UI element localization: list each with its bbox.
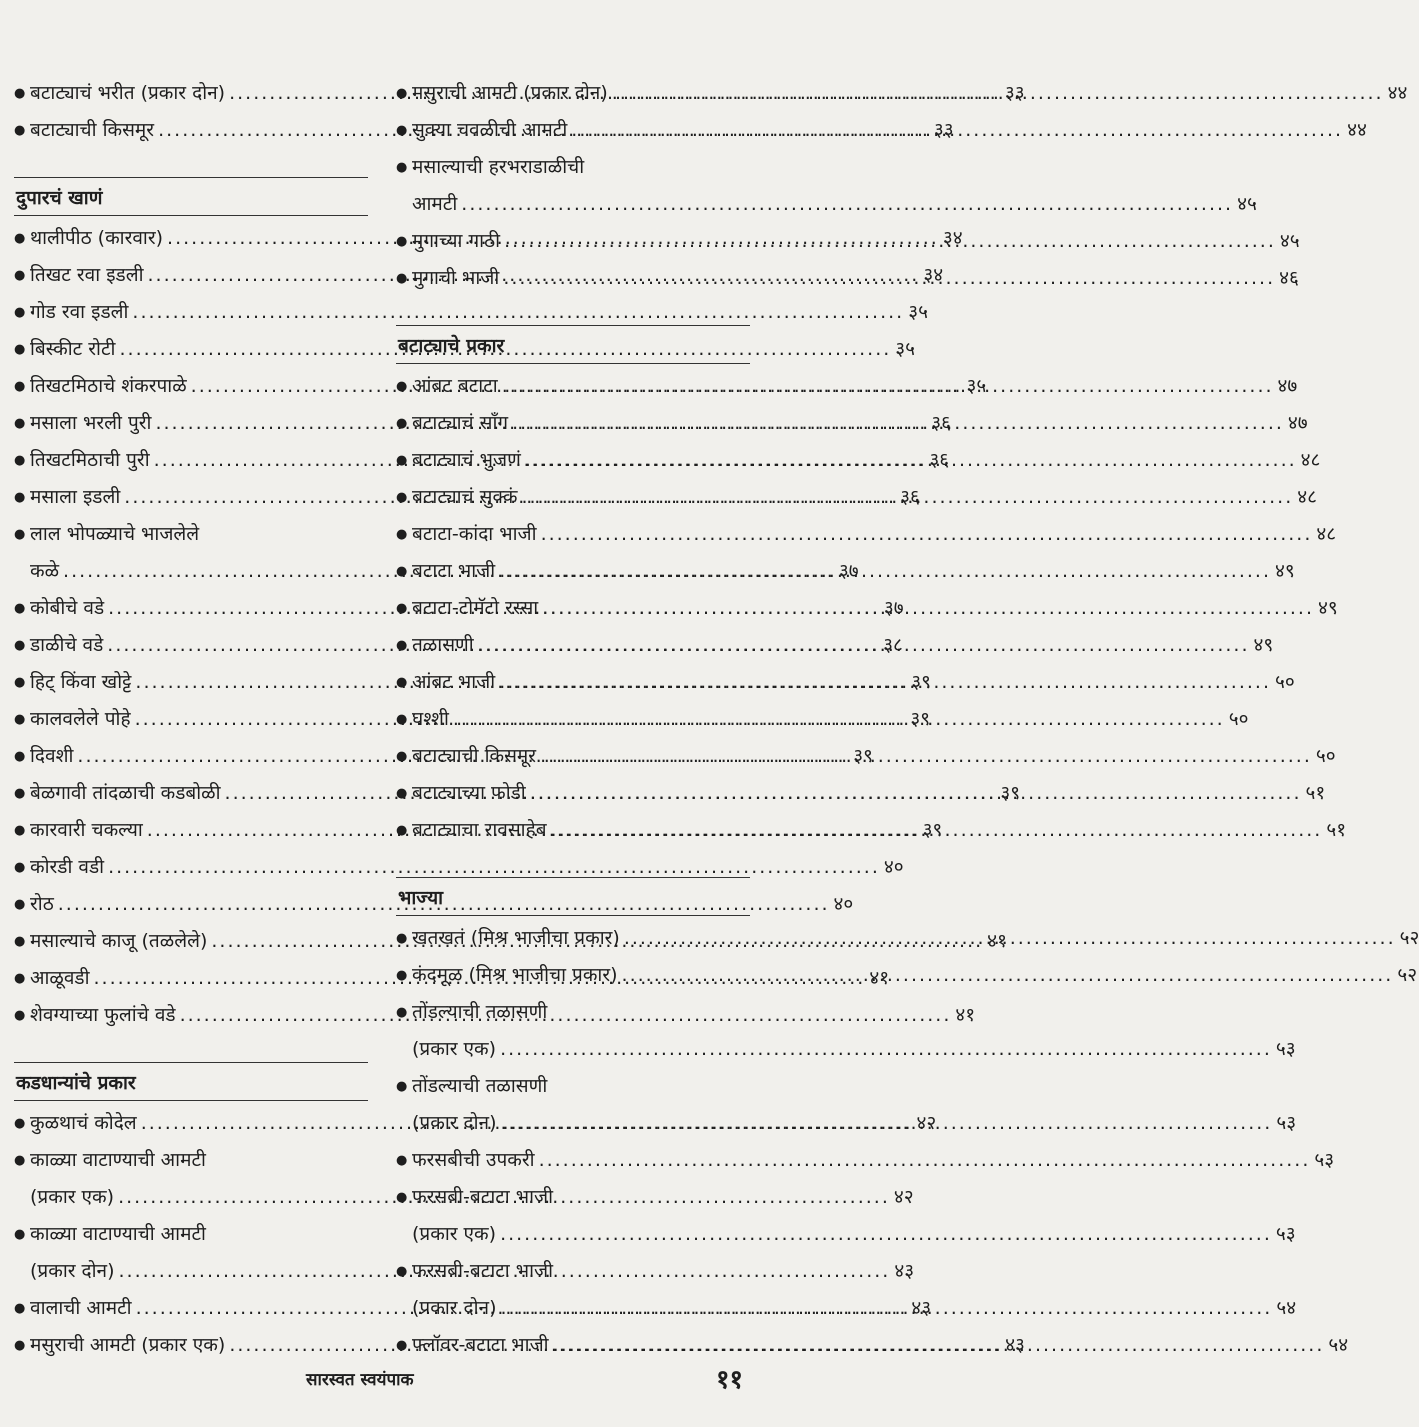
entry-page-number: ३६	[900, 486, 920, 508]
entry-text	[412, 405, 1308, 442]
bullet-icon: ●	[396, 931, 408, 946]
dot-leader	[453, 701, 1225, 738]
entry-page-number: ४९	[1274, 560, 1295, 582]
entry-line	[412, 442, 1320, 479]
entry-line	[412, 112, 1367, 149]
entry-page-number: ५२	[1399, 927, 1419, 949]
entry-title: तिखटमिठाची पुरी	[30, 449, 150, 471]
entry-line	[412, 405, 1308, 442]
entry-title: मसाल्याची हरभराडाळीची	[412, 156, 585, 178]
entry-page-number: ५२	[1397, 964, 1418, 986]
toc-entry	[14, 849, 904, 886]
bullet-icon: ●	[396, 1190, 408, 1205]
entry-title: बटाटा-कांदा भाजी	[412, 523, 537, 545]
entry-text	[412, 149, 1257, 223]
entry-text	[412, 812, 1346, 849]
entry-title: काळ्या वाटाण्याची आमटी	[30, 1223, 206, 1245]
entry-page-number: ४५	[1237, 193, 1257, 215]
entry-text	[412, 516, 1336, 553]
entry-page-number: ५३	[1275, 1223, 1296, 1245]
bullet-icon: ●	[14, 342, 26, 357]
bullet-icon: ●	[14, 453, 26, 468]
bullet-icon: ●	[14, 897, 26, 912]
bullet-icon: ●	[14, 1153, 26, 1168]
entry-page-number: ३३	[933, 119, 954, 141]
bullet-icon: ●	[14, 1008, 26, 1023]
entry-page-number: ४०	[833, 893, 854, 915]
entry-page-number: ३६	[931, 412, 951, 434]
entry-title: मसाला इडली	[30, 486, 121, 508]
toc-entry	[396, 516, 1337, 553]
entry-page-number: ४९	[1318, 597, 1338, 619]
entry-text	[412, 260, 1299, 297]
entry-line	[412, 627, 1273, 664]
bullet-icon: ●	[396, 527, 408, 542]
book-title-footer: सारस्वत स्वयंपाक	[306, 1370, 414, 1390]
bullet-icon: ●	[14, 490, 26, 505]
dot-leader	[539, 1142, 1311, 1179]
entry-page-number: ५१	[1326, 819, 1347, 841]
bullet-icon: ●	[14, 123, 26, 138]
entry-page-number: ४१	[869, 967, 890, 989]
entry-line	[412, 957, 1417, 994]
bullet-icon: ●	[396, 123, 408, 138]
entry-title: कुळथाचं कोदेल	[30, 1112, 137, 1134]
entry-title-continued: (प्रकार एक)	[412, 1223, 497, 1245]
entry-line	[412, 1216, 1296, 1253]
bullet-icon: ●	[396, 234, 408, 249]
bullet-icon: ●	[396, 601, 408, 616]
dot-leader	[503, 260, 1275, 297]
entry-title: आंबट भाजी	[412, 671, 496, 693]
bullet-icon: ●	[14, 712, 26, 727]
entry-text	[412, 590, 1338, 627]
bullet-icon: ●	[14, 416, 26, 431]
entry-title: तोंडल्याची तळासणी	[412, 1001, 548, 1023]
dot-leader	[500, 1216, 1272, 1253]
entry-page-number: ४७	[1287, 412, 1308, 434]
entry-title: शेवग्याच्या फुलांचे वडे	[30, 1004, 176, 1026]
entry-page-number: ३९	[910, 708, 931, 730]
entry-page-number: ५०	[1274, 671, 1295, 693]
entry-line	[412, 920, 1419, 957]
dot-leader	[501, 1105, 1273, 1142]
entry-title: फ्लॉवर-बटाटा भाजी	[412, 1334, 549, 1356]
entry-text	[412, 442, 1320, 479]
entry-page-number: ३५	[966, 375, 987, 397]
toc-entry	[14, 294, 928, 331]
entry-title: खतखतं (मिश्र भाजीचा प्रकार)	[412, 927, 620, 949]
entry-page-number: ४३	[894, 1260, 915, 1282]
page-number: ११	[716, 1365, 744, 1395]
bullet-icon: ●	[396, 1338, 408, 1353]
dot-leader	[622, 957, 1394, 994]
dot-leader	[499, 664, 1271, 701]
dot-leader	[502, 368, 1274, 405]
entry-line	[412, 1105, 1296, 1142]
entry-title-continued: कळे	[30, 560, 60, 582]
dot-leader	[461, 186, 1233, 223]
entry-text	[412, 1179, 1296, 1253]
section-heading: भाज्या	[396, 877, 750, 916]
entry-line	[412, 738, 1336, 775]
entry-text	[412, 664, 1295, 701]
bullet-icon: ●	[14, 268, 26, 283]
bullet-icon: ●	[14, 786, 26, 801]
entry-page-number: ४२	[916, 1112, 937, 1134]
entry-title: फरसबी-बटाटा भाजी	[412, 1260, 554, 1282]
entry-title: तिखटमिठाचे शंकरपाळे	[30, 375, 187, 397]
entry-title: काळ्या वाटाण्याची आमटी	[30, 1149, 206, 1171]
bullet-icon: ●	[14, 86, 26, 101]
entry-title: मुगाच्या गाठी	[412, 230, 501, 252]
bullet-icon: ●	[14, 379, 26, 394]
entry-line	[412, 223, 1300, 260]
entry-text	[412, 112, 1367, 149]
dot-leader	[624, 920, 1396, 957]
entry-title-continued: (प्रकार दोन)	[412, 1112, 497, 1134]
entry-page-number: ३४	[923, 264, 944, 286]
entry-line	[412, 590, 1338, 627]
bullet-icon: ●	[14, 231, 26, 246]
entry-title: कोबीचे वडे	[30, 597, 105, 619]
entry-title: मसुराची आमटी (प्रकार एक)	[30, 1334, 226, 1356]
entry-page-number: ३९	[911, 671, 931, 693]
bullet-icon: ●	[396, 749, 408, 764]
entry-title: बिस्कीट रोटी	[30, 338, 116, 360]
entry-title: गोड रवा इडली	[30, 301, 129, 323]
entry-title: रोठ	[30, 893, 54, 915]
entry-title: बटाट्याचं भरीत (प्रकार दोन)	[30, 82, 226, 104]
dot-leader	[499, 553, 1271, 590]
entry-text	[412, 1068, 1296, 1142]
toc-entry	[396, 1142, 1335, 1179]
toc-entry	[396, 149, 1257, 223]
entry-line	[412, 1031, 1296, 1068]
bullet-icon: ●	[396, 1264, 408, 1279]
bullet-icon: ●	[14, 934, 26, 949]
bullet-icon: ●	[396, 453, 408, 468]
bullet-icon: ●	[396, 490, 408, 505]
entry-title: बटाट्याचा रावसाहेब	[412, 819, 547, 841]
dot-leader	[525, 442, 1297, 479]
entry-page-number: ३९	[853, 745, 873, 767]
dot-leader	[500, 1031, 1272, 1068]
entry-page-number: ४०	[883, 856, 904, 878]
entry-title: घश्शी	[412, 708, 449, 730]
entry-title: थालीपीठ (कारवार)	[30, 227, 164, 249]
dot-leader	[540, 738, 1312, 775]
entry-title-continued: (प्रकार दोन)	[412, 1297, 497, 1319]
entry-text	[412, 775, 1325, 812]
bullet-icon: ●	[396, 160, 408, 175]
entry-page-number: ३९	[922, 819, 943, 841]
entry-page-number: ५०	[1315, 745, 1336, 767]
entry-line	[412, 553, 1295, 590]
entry-page-number: ३७	[838, 560, 859, 582]
entry-title: बटाट्याचं साँग	[412, 412, 509, 434]
entry-title: बटाट्याच्या फोडी	[412, 782, 526, 804]
entry-title: मुगाची भाजी	[412, 267, 500, 289]
entry-line	[412, 701, 1248, 738]
dot-leader	[551, 812, 1323, 849]
entry-title-continued: (प्रकार एक)	[412, 1038, 497, 1060]
bullet-icon: ●	[14, 823, 26, 838]
entry-page-number: ४७	[1277, 375, 1298, 397]
entry-title: बटाट्याचं भुजणं	[412, 449, 521, 471]
entry-line	[412, 368, 1297, 405]
entry-title-continued: (प्रकार एक)	[30, 1186, 115, 1208]
entry-title: मसुराची आमटी (प्रकार दोन)	[412, 82, 608, 104]
entry-line	[412, 186, 1257, 223]
entry-page-number: ३६	[929, 449, 950, 471]
entry-text	[412, 368, 1297, 405]
entry-page-number: ५३	[1314, 1149, 1335, 1171]
bullet-icon: ●	[14, 675, 26, 690]
entry-page-number: ५४	[1276, 1297, 1297, 1319]
entry-text	[412, 701, 1248, 738]
entry-page-number: ५४	[1328, 1334, 1349, 1356]
entry-page-number: ४३	[1005, 1334, 1025, 1356]
bullet-icon: ●	[14, 1227, 26, 1242]
entry-page-number: ४६	[1279, 267, 1299, 289]
entry-text	[412, 627, 1273, 664]
entry-page-number: ३५	[895, 338, 916, 360]
entry-text	[412, 553, 1295, 590]
entry-title: कंदमूळ (मिश्र भाजीचा प्रकार)	[412, 964, 618, 986]
entry-page-number: ५३	[1276, 1112, 1297, 1134]
bullet-icon: ●	[396, 968, 408, 983]
bullet-icon: ●	[396, 416, 408, 431]
entry-page-number: ४३	[911, 1297, 932, 1319]
entry-title: आळूवडी	[30, 967, 90, 989]
entry-page-number: ५३	[1275, 1038, 1296, 1060]
dot-leader	[612, 75, 1384, 112]
bullet-icon: ●	[396, 1079, 408, 1094]
bullet-icon: ●	[14, 1301, 26, 1316]
bullet-icon: ●	[14, 971, 26, 986]
dot-leader	[512, 405, 1284, 442]
entry-page-number: ३५	[908, 301, 928, 323]
bullet-icon: ●	[396, 1005, 408, 1020]
entry-title: बटाटा भाजी	[412, 560, 496, 582]
entry-text	[412, 1253, 1296, 1327]
entry-title: फरसबी-बटाटा भाजी	[412, 1186, 554, 1208]
entry-title: कोरडी वडी	[30, 856, 105, 878]
bullet-icon: ●	[396, 786, 408, 801]
entry-line	[412, 812, 1346, 849]
entry-text	[412, 75, 1407, 112]
entry-page-number: ३३	[1004, 82, 1025, 104]
entry-text	[412, 920, 1419, 957]
entry-page-number: ४१	[987, 930, 1007, 952]
dot-leader	[553, 1327, 1325, 1364]
entry-line	[412, 1290, 1296, 1327]
bullet-icon: ●	[396, 86, 408, 101]
entry-page-number: ४८	[1300, 449, 1321, 471]
bullet-icon: ●	[396, 675, 408, 690]
entry-text	[412, 957, 1417, 994]
entry-text	[412, 479, 1317, 516]
bullet-icon: ●	[396, 379, 408, 394]
entry-title: मसाला भरली पुरी	[30, 412, 152, 434]
dot-leader	[501, 1290, 1273, 1327]
entry-line	[412, 75, 1407, 112]
bullet-icon: ●	[396, 1153, 408, 1168]
entry-title: तळासणी	[412, 634, 474, 656]
section-heading: दुपारचं खाणं	[14, 177, 368, 216]
entry-title: लाल भोपळ्याचे भाजलेले	[30, 523, 200, 545]
entry-title: बेळगावी तांदळाची कडबोळी	[30, 782, 221, 804]
entry-title: मसाल्याचे काजू (तळलेले)	[30, 930, 208, 952]
entry-text	[412, 1327, 1348, 1364]
entry-title: बटाट्याची किसमूर	[412, 745, 537, 767]
entry-title: डाळीचे वडे	[30, 634, 104, 656]
entry-line	[412, 775, 1325, 812]
entry-page-number: ३७	[883, 597, 904, 619]
dot-leader	[504, 223, 1276, 260]
entry-title: कारवारी चकल्या	[30, 819, 143, 841]
entry-line	[412, 516, 1336, 553]
entry-page-number: ४१	[955, 1004, 976, 1026]
entry-line	[412, 1142, 1334, 1179]
bullet-icon: ●	[14, 527, 26, 542]
entry-title: तिखट रवा इडली	[30, 264, 144, 286]
section-heading: बटाट्याचे प्रकार	[396, 325, 750, 364]
entry-title: दिवशी	[30, 745, 74, 767]
entry-title-continued: (प्रकार दोन)	[30, 1260, 115, 1282]
bullet-icon: ●	[396, 638, 408, 653]
entry-page-number: ४५	[1279, 230, 1300, 252]
bullet-icon: ●	[396, 712, 408, 727]
bullet-icon: ●	[14, 638, 26, 653]
entry-title: हिट् किंवा खोट्टे	[30, 671, 132, 693]
entry-title-continued: आमटी	[412, 193, 458, 215]
bullet-icon: ●	[14, 749, 26, 764]
bullet-icon: ●	[396, 271, 408, 286]
dot-leader	[542, 590, 1314, 627]
entry-line	[412, 479, 1317, 516]
entry-text	[412, 994, 1296, 1068]
dot-leader	[521, 479, 1293, 516]
entry-line	[412, 260, 1299, 297]
dot-leader	[541, 516, 1313, 553]
entry-title: कालवलेले पोहे	[30, 708, 131, 730]
entry-line	[412, 1327, 1348, 1364]
dot-leader	[571, 112, 1343, 149]
entry-page-number: ४९	[1253, 634, 1274, 656]
entry-text	[412, 1142, 1334, 1179]
bullet-icon: ●	[14, 305, 26, 320]
bullet-icon: ●	[396, 564, 408, 579]
section-heading: कडधान्यांचे प्रकार	[14, 1062, 368, 1101]
entry-title: फरसबीची उपकरी	[412, 1149, 535, 1171]
entry-page-number: ३९	[1000, 782, 1021, 804]
entry-title: वालाची आमटी	[30, 1297, 132, 1319]
entry-page-number: ३४	[942, 227, 963, 249]
entry-page-number: ५०	[1228, 708, 1249, 730]
dot-leader	[478, 627, 1250, 664]
entry-line	[412, 664, 1295, 701]
dot-leader	[530, 775, 1302, 812]
entry-title: सुक्या चवळीची आमटी	[412, 119, 568, 141]
entry-title: बटाटा-टोमॅटो रस्सा	[412, 597, 539, 619]
entry-page-number: ४४	[1387, 82, 1408, 104]
entry-text	[412, 223, 1300, 260]
entry-page-number: ३८	[883, 634, 903, 656]
entry-page-number: ४८	[1297, 486, 1318, 508]
bullet-icon: ●	[396, 823, 408, 838]
entry-title: आंबट बटाटा	[412, 375, 498, 397]
bullet-icon: ●	[14, 1338, 26, 1353]
entry-page-number: ५१	[1305, 782, 1326, 804]
bullet-icon: ●	[14, 860, 26, 875]
bullet-icon: ●	[14, 1116, 26, 1131]
bullet-icon: ●	[14, 601, 26, 616]
entry-title: बटाट्याचं सुक्कं	[412, 486, 518, 508]
entry-page-number: ४२	[893, 1186, 914, 1208]
entry-title: तोंडल्याची तळासणी	[412, 1075, 548, 1097]
entry-title: बटाट्याची किसमूर	[30, 119, 155, 141]
entry-page-number: ४४	[1347, 119, 1367, 141]
entry-page-number: ४८	[1316, 523, 1337, 545]
entry-text	[412, 738, 1336, 775]
